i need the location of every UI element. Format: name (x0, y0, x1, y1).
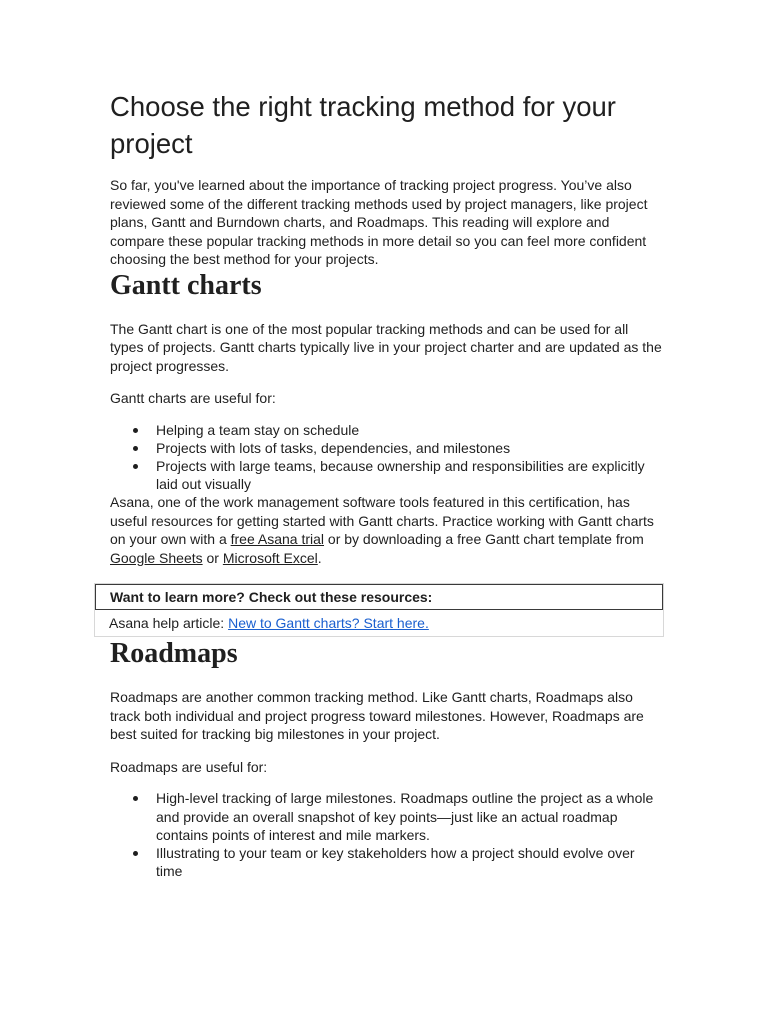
asana-text: or (202, 549, 223, 566)
document-content (110, 88, 662, 880)
roadmaps-paragraph: Roadmaps are another common tracking method. Like Gantt charts, Roadmaps also track both individual and project progress toward milestones. However, Roadmaps are best suited for tracking big milestones in your project. (110, 689, 644, 743)
page-title: Choose the right tracking method for your project (110, 91, 616, 159)
asana-text: . (317, 549, 322, 566)
free-asana-trial-link[interactable]: free Asana trial (230, 531, 325, 548)
microsoft-excel-link[interactable]: Microsoft Excel (222, 549, 318, 566)
list-item: Illustrating to your team or key stakeholders how a project should evolve over time (110, 844, 662, 880)
resources-row-label: Asana help article: (109, 615, 229, 632)
google-sheets-link[interactable]: Google Sheets (110, 549, 203, 566)
resources-header: Want to learn more? Check out these resources: (95, 584, 663, 610)
gantt-paragraph: The Gantt chart is one of the most popular tracking methods and can be used for all types of projects. Gantt charts typically live in your project charter and are updated as the project progresses. (110, 320, 662, 374)
gantt-help-article-link[interactable]: New to Gantt charts? Start here. (228, 615, 429, 632)
roadmaps-heading: Roadmaps (110, 638, 238, 670)
list-item: Helping a team stay on schedule (110, 421, 662, 439)
roadmaps-bullet-list (110, 789, 662, 880)
asana-text: or by downloading a free Gantt chart template from (324, 531, 644, 548)
gantt-bullet-list (110, 421, 662, 494)
list-item: High-level tracking of large milestones. Roadmaps outline the project as a whole and provide an overall snapshot of key points—just like an actual roadmap contains points of interest and mile markers. (110, 789, 662, 844)
asana-paragraph (110, 493, 662, 567)
list-item: Projects with lots of tasks, dependencies, and milestones (110, 439, 662, 457)
gantt-heading: Gantt charts (110, 269, 262, 301)
resources-row (95, 610, 663, 636)
gantt-useful-for: Gantt charts are useful for: (110, 390, 276, 406)
roadmaps-useful-for: Roadmaps are useful for: (110, 758, 268, 775)
list-item: Projects with large teams, because ownership and responsibilities are explicitly laid out visually (110, 457, 662, 493)
resources-table (94, 583, 664, 637)
asana-text: Asana, one of the work management software tools featured in this certification, has useful resources for getting started with Gantt charts. Practice working with Gantt charts on your own with a (110, 494, 654, 548)
intro-paragraph: So far, you've learned about the importance of tracking project progress. You’ve also reviewed some of the different tracking methods used by project managers, like project plans, Gantt and Burndown charts, and Roadmaps. This reading will explore and compare these popular tracking methods in more detail so you can feel more confident choosing the best method for your projects. (110, 177, 648, 267)
